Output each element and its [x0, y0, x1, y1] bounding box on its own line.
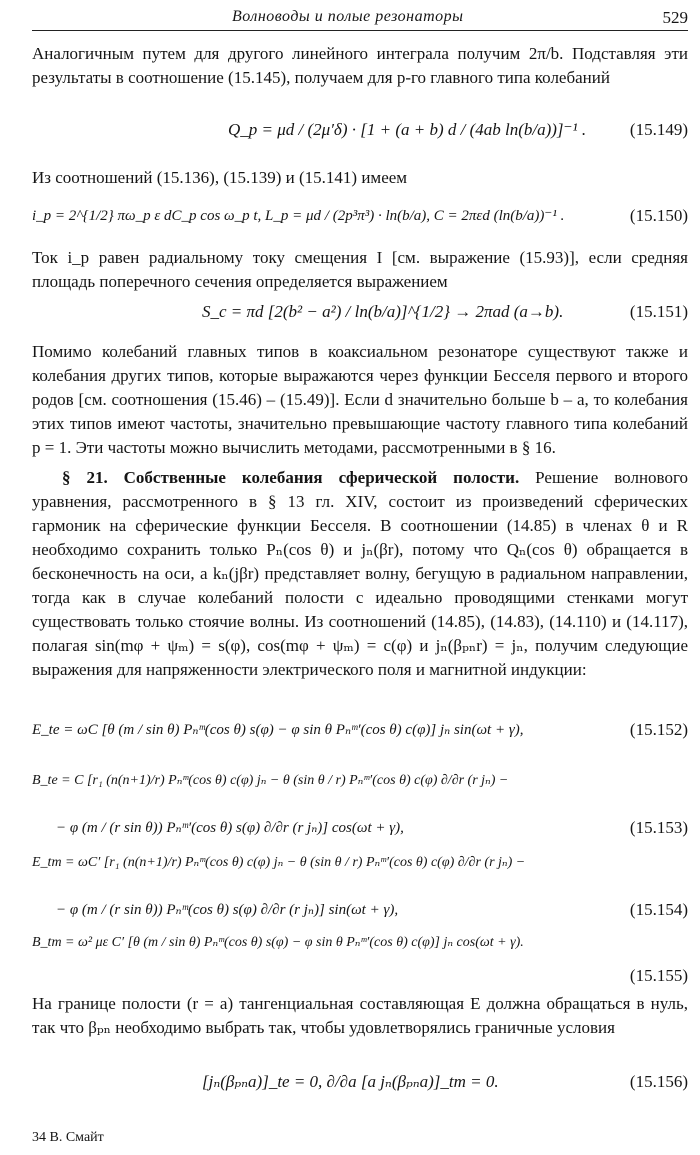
equation-15-153-line-2: − φ (m / (r sin θ)) Pₙᵐ′(cos θ) s(φ) ∂/∂r (r jₙ)] cos(ωt + γ),	[56, 820, 404, 836]
equation-15-151-formula: S_c = πd [2(b² − a²) / ln(b/a)]^{1/2} → 2πad (a→b).	[202, 302, 564, 321]
running-header: Волноводы и полые резонаторы	[232, 8, 464, 25]
paragraph-2: Из соотношений (15.136), (15.139) и (15.141) имеем	[32, 168, 408, 187]
equation-15-153-line-1: B_te = C [r₁ (n(n+1)/r) Pₙᵐ(cos θ) c(φ) jₙ − θ (sin θ / r) Pₙᵐ′(cos θ) c(φ) ∂/∂r (r jₙ) −	[32, 773, 509, 788]
equation-15-156	[32, 1060, 688, 1104]
paragraph-1: Аналогичным путем для другого линейного интеграла получим 2π/b. Подставляя эти результаты в соотношение (15.145), получаем для p-го главного типа колебаний	[32, 44, 688, 87]
equation-15-155-formula: B_tm = ω² με C′ [θ (m / sin θ) Pₙᵐ(cos θ) s(φ) − φ sin θ Pₙᵐ′(cos θ) c(φ)] jₙ cos(ωt + γ).	[32, 935, 524, 950]
equation-15-154	[32, 842, 688, 932]
equation-15-151	[32, 290, 688, 334]
equation-number-15-153: (15.153)	[629, 818, 688, 837]
equation-15-154-line-1: E_tm = ωC′ [r₁ (n(n+1)/r) Pₙᵐ(cos θ) c(φ) jₙ − θ (sin θ / r) Pₙᵐ′(cos θ) c(φ) ∂/∂r (r jₙ) −	[32, 855, 526, 870]
paragraph-4: Помимо колебаний главных типов в коаксиальном резонаторе существуют также и колебания других типов, которые выражаются через функции Бесселя первого и второго родов [см. соотношения (15.46) – (15.49)]. Если d значительно больше b – a, то колебания этих типов имеют частоты, значительно превышающие частоту главного типа колебаний p = 1. Эти частоты можно вычислить методами, рассмотренными в § 16.	[32, 342, 688, 457]
equation-number-15-154: (15.154)	[629, 900, 688, 919]
equation-15-152	[32, 708, 688, 752]
equation-number-15-155: (15.155)	[629, 966, 688, 985]
equation-number-15-149: (15.149)	[629, 120, 688, 139]
equation-15-150-formula: i_p = 2^{1/2} πω_p ε dC_p cos ω_p t, L_p = μd / (2p³π³) · ln(b/a), C = 2πεd (ln(b/a))⁻¹ .	[32, 208, 565, 224]
equation-15-150	[32, 194, 688, 238]
equation-15-152-formula: E_te = ωC [θ (m / sin θ) Pₙᵐ(cos θ) s(φ) − φ sin θ Pₙᵐ′(cos θ) c(φ)] jₙ sin(ωt + γ),	[32, 722, 524, 738]
equation-number-15-151: (15.151)	[629, 302, 688, 321]
signature-footer: 34 В. Смайт	[32, 1130, 104, 1145]
equation-number-15-156: (15.156)	[629, 1072, 688, 1091]
header-rule	[32, 30, 688, 31]
section-title: § 21. Собственные колебания сферической полости.	[62, 468, 520, 487]
paragraph-5: Решение волнового уравнения, рассмотренного в § 13 гл. XIV, состоит из произведений сферических гармоник на сферические функции Бесселя. В соотношении (14.85) в членах θ и R необходимо сохранить только Pₙ(cos θ) и jₙ(βr), потому что Qₙ(cos θ) обращается в бесконечность на оси, а kₙ(jβr) представляет волну, бегущую в радиальном направлении, тогда как в случае колебаний полости с идеально проводящими стенками могут существовать только стоячие волны. Из соотношений (14.85), (14.83), (14.110) и (14.117), полагая sin(mφ + ψₘ) = s(φ), cos(mφ + ψₘ) = c(φ) и jₙ(βₚₙr) = jₙ, получим следующие выражения для напряженности электрического поля и магнитной индукции:	[32, 468, 689, 679]
equation-15-154-line-2: − φ (m / (r sin θ)) Pₙᵐ(cos θ) s(φ) ∂/∂r (r jₙ)] sin(ωt + γ),	[56, 902, 399, 918]
equation-15-156-formula: [jₙ(βₚₙa)]_te = 0, ∂/∂a [a jₙ(βₚₙa)]_tm = 0.	[202, 1072, 499, 1091]
paragraph-3: Ток i_p равен радиальному току смещения I [см. выражение (15.93)], если средняя площадь поперечного сечения определяется выражением	[32, 248, 688, 291]
paragraph-6: На границе полости (r = a) тангенциальная составляющая E должна обращаться в нуль, так что βₚₙ необходимо выбрать так, чтобы удовлетворялись граничные условия	[32, 994, 688, 1037]
section-21-paragraph	[32, 466, 688, 682]
equation-15-149	[32, 108, 688, 152]
equation-15-153	[32, 760, 688, 850]
page-number: 529	[662, 8, 688, 27]
equation-15-155	[32, 922, 688, 994]
equation-number-15-150: (15.150)	[629, 206, 688, 225]
equation-number-15-152: (15.152)	[629, 720, 688, 739]
equation-15-149-formula: Q_p = μd / (2μ′δ) · [1 + (a + b) d / (4ab ln(b/a))]⁻¹ .	[228, 120, 587, 139]
